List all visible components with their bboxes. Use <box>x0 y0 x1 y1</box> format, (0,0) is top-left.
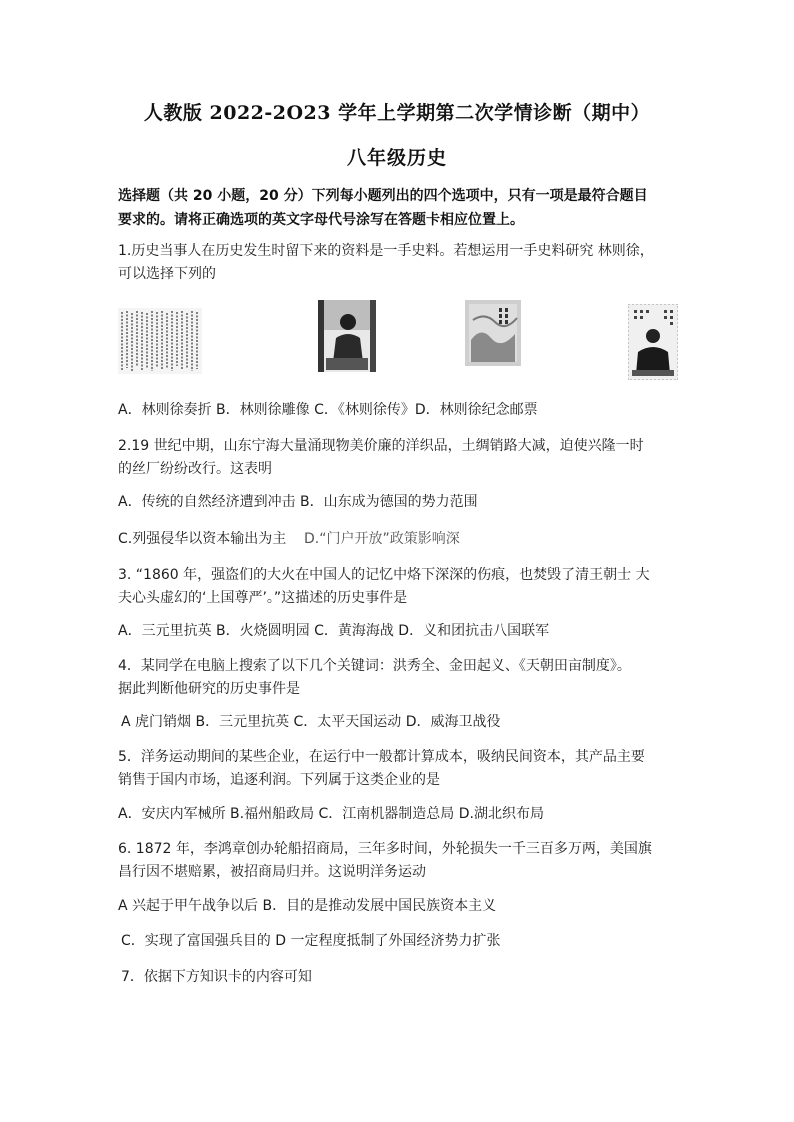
question-3-line1: 3. “1860 年，强盗们的大火在中国人的记忆中烙下深深的伤痕，也焚毁了清王朝士 大 <box>118 567 650 583</box>
section-instructions-line2: 要求的。请将正确选项的英文字母代号涂写在答题卡相应位置上。 <box>118 212 524 228</box>
question-1-figures <box>0 296 794 386</box>
exam-subtitle: 八年级历史 <box>346 147 447 169</box>
question-1-line1: 1.历史当事人在历史发生时留下来的资料是一手史料。若想运用一手史料研究 林则徐， <box>118 243 654 259</box>
question-4-line1: 4．某同学在电脑上搜索了以下几个关键词：洪秀全、金田起义、《天朝田亩制度》。 <box>118 658 631 674</box>
biography-cover-image <box>465 300 521 366</box>
exam-title: 人教版 2022-2O23 学年上学期第二次学情诊断（期中） <box>143 102 651 124</box>
question-6-line1: 6. 1872 年，李鸿章创办轮船招商局，三年多时间，外轮损失一千三百多万两，美国旗 <box>118 841 652 857</box>
memorial-manuscript-image <box>118 308 202 374</box>
question-6-options-ab: A 兴起于甲午战争以后 B．目的是推动发展中国民族资本主义 <box>118 898 497 914</box>
statue-photo-image <box>318 300 376 372</box>
question-4-line2: 据此判断他研究的历史事件是 <box>118 681 300 697</box>
question-3-options: A．三元里抗英 B．火烧圆明园 C．黄海海战 D．义和团抗击八国联军 <box>118 623 550 639</box>
question-2-line2: 的丝厂纷纷改行。这表明 <box>118 461 272 477</box>
question-1-line2: 可以选择下列的 <box>118 266 216 282</box>
question-5-line1: 5．洋务运动期间的某些企业，在运行中一般都计算成本，吸纳民间资本，其产品主要 <box>118 749 645 765</box>
question-7-line1: 7．依据下方知识卡的内容可知 <box>121 969 312 985</box>
question-1-options: A．林则徐奏折 B．林则徐雕像 C．《林则徐传》D．林则徐纪念邮票 <box>118 402 538 418</box>
question-2-line1: 2.19 世纪中期，山东宁海大量涌现物美价廉的洋织品，土绸销路大减，迫使兴隆一时 <box>118 438 644 454</box>
question-3-line2: 夫心头虚幻的‘上国尊严’。”这描述的历史事件是 <box>118 590 408 606</box>
question-2-option-d: D.“门户开放”政策影响深 <box>304 531 460 547</box>
question-2-option-c: C.列强侵华以资本输出为主 <box>118 531 287 547</box>
question-4-options: A 虎门销烟 B．三元里抗英 C．太平天国运动 D．威海卫战役 <box>121 714 501 730</box>
question-6-options-cd: C．实现了富国强兵目的 D 一定程度抵制了外国经济势力扩张 <box>121 933 501 949</box>
question-6-line2: 昌行因不堪赔累，被招商局归并。这说明洋务运动 <box>118 864 426 880</box>
section-instructions-line1: 选择题（共 20 小题，20 分）下列每小题列出的四个选项中，只有一项是最符合题目 <box>118 188 648 204</box>
commemorative-stamp-image <box>628 304 678 380</box>
question-5-line2: 销售于国内市场，追逐利润。下列属于这类企业的是 <box>118 772 440 788</box>
question-2-options-ab: A．传统的自然经济遭到冲击 B．山东成为德国的势力范围 <box>118 494 478 510</box>
question-5-options: A．安庆内军械所 B.福州船政局 C．江南机器制造总局 D.湖北织布局 <box>118 806 544 822</box>
